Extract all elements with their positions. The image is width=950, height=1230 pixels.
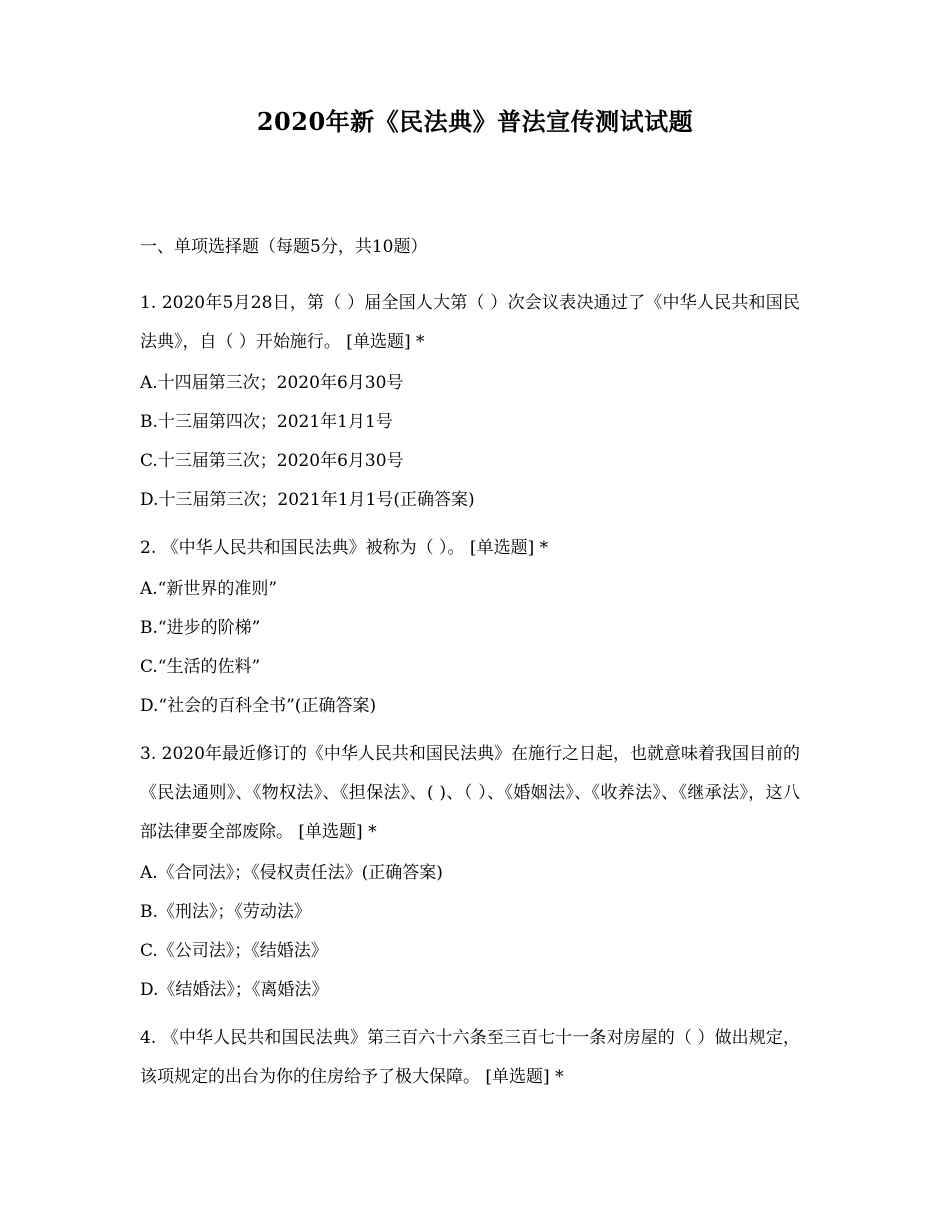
- question-2-option-c: C.“生活的佐料”: [140, 657, 261, 677]
- question-1-option-c: C.十三届第三次；2020年6月30号: [140, 451, 404, 471]
- question-1: [140, 284, 800, 515]
- question-text: 3. 2020年最近修订的《中华人民共和国民法典》在施行之日起，也就意味着我国目前的《民法通则》、《物权法》、《担保法》、( )、（ ）、《婚姻法》、《收养法》、《继承法》，这八部法律要全部废除。 [单选题] *: [140, 744, 800, 842]
- question-1-option-a: A.十四届第三次；2020年6月30号: [140, 373, 404, 393]
- question-1-option-d: D.十三届第三次；2021年1月1号(正确答案): [140, 490, 475, 510]
- question-2: [140, 529, 800, 721]
- question-3: [140, 735, 800, 1005]
- question-3-option-d: D.《结婚法》；《离婚法》: [140, 980, 329, 1000]
- document-title: 2020年新《民法典》普法宣传测试试题: [256, 107, 694, 136]
- question-2-option-a: A.“新世界的准则”: [140, 579, 278, 599]
- question-text: 2. 《中华人民共和国民法典》被称为（ ）。 [单选题] *: [140, 538, 549, 558]
- section-title: 一、单项选择题（每题5分，共10题）: [140, 237, 428, 257]
- question-text: 4. 《中华人民共和国民法典》第三百六十六条至三百七十一条对房屋的（ ）做出规定，该项规定的出台为你的住房给予了极大保障。 [单选题] *: [140, 1028, 800, 1087]
- question-3-option-c: C.《公司法》；《结婚法》: [140, 941, 328, 961]
- question-1-option-b: B.十三届第四次；2021年1月1号: [140, 412, 393, 432]
- document-content: [140, 232, 800, 1103]
- question-3-option-a: A.《合同法》；《侵权责任法》(正确答案): [140, 863, 443, 883]
- question-text: 1. 2020年5月28日，第（ ）届全国人大第（ ）次会议表决通过了《中华人民共和国民法典》，自（ ）开始施行。 [单选题] *: [140, 293, 800, 352]
- question-4: [140, 1019, 800, 1097]
- question-2-option-d: D.“社会的百科全书”(正确答案): [140, 696, 377, 716]
- question-3-option-b: B.《刑法》；《劳动法》: [140, 902, 311, 922]
- question-2-option-b: B.“进步的阶梯”: [140, 618, 261, 638]
